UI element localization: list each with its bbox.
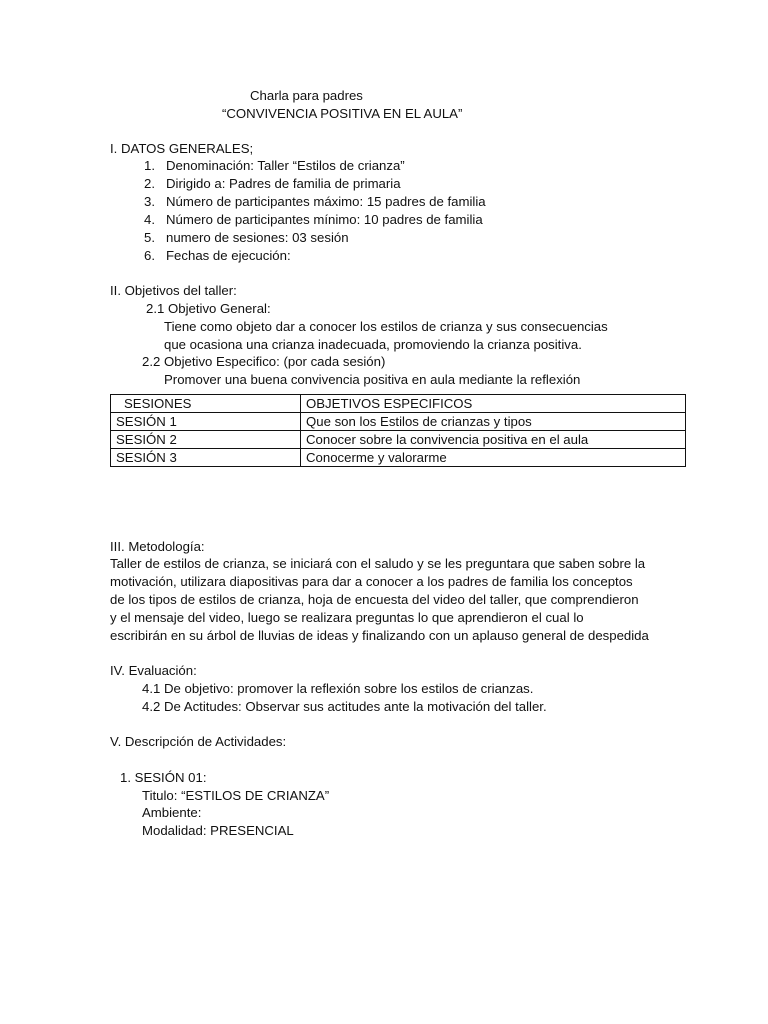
section-5-heading: V. Descripción de Actividades: <box>110 734 287 749</box>
evaluation-item: 4.1 De objetivo: promover la reflexión sobre los estilos de crianzas. <box>142 681 534 696</box>
list-item <box>144 211 483 229</box>
list-item-text: Dirigido a: Padres de familia de primaria <box>166 176 401 191</box>
list-item <box>144 157 405 175</box>
list-item-number: 3. <box>144 194 155 209</box>
general-objective-heading: 2.1 Objetivo General: <box>146 301 271 316</box>
section-3-heading: III. Metodología: <box>110 539 205 554</box>
section-4-heading: IV. Evaluación: <box>110 663 197 678</box>
list-item-text: Número de participantes máximo: 15 padres de familia <box>166 194 486 209</box>
methodology-line: Taller de estilos de crianza, se iniciará con el saludo y se les preguntara que saben sobre la <box>110 556 646 571</box>
methodology-line: motivación, utilizara diapositivas para dar a conocer a los padres de familia los conceptos <box>110 574 633 589</box>
table-cell: Que son los Estilos de crianzas y tipos <box>301 413 686 431</box>
session-detail: Titulo: “ESTILOS DE CRIANZA” <box>142 788 330 803</box>
list-item <box>144 247 291 265</box>
list-item-number: 6. <box>144 248 155 263</box>
general-objective-line: que ocasiona una crianza inadecuada, promoviendo la crianza positiva. <box>164 337 582 352</box>
table-cell: Conocer sobre la convivencia positiva en el aula <box>301 431 686 449</box>
section-2-heading: II. Objetivos del taller: <box>110 283 237 298</box>
list-item <box>144 229 349 247</box>
list-item <box>144 193 486 211</box>
table-row <box>111 449 686 467</box>
table-header-cell: SESIONES <box>111 395 301 413</box>
table-cell: SESIÓN 1 <box>111 413 301 431</box>
list-item-number: 1. <box>144 158 155 173</box>
sessions-table <box>110 394 686 467</box>
list-item <box>144 175 401 193</box>
list-item-number: 2. <box>144 176 155 191</box>
table-cell: SESIÓN 3 <box>111 449 301 467</box>
section-1-heading: I. DATOS GENERALES; <box>110 141 254 156</box>
table-row <box>111 431 686 449</box>
general-objective-line: Tiene como objeto dar a conocer los estilos de crianza y sus consecuencias <box>164 319 608 334</box>
list-item-text: Fechas de ejecución: <box>166 248 291 263</box>
title-line-2: “CONVIVENCIA POSITIVA EN EL AULA” <box>222 106 463 121</box>
methodology-line: de los tipos de estilos de crianza, hoja de encuesta del video del taller, que comprendieron <box>110 592 639 607</box>
session-01-heading: 1. SESIÓN 01: <box>120 770 207 785</box>
list-item-number: 4. <box>144 212 155 227</box>
specific-objective-line: Promover una buena convivencia positiva en aula mediante la reflexión <box>164 372 581 387</box>
list-item-text: Número de participantes mínimo: 10 padres de familia <box>166 212 483 227</box>
title-line-1: Charla para padres <box>250 88 363 103</box>
table-row <box>111 413 686 431</box>
list-item-number: 5. <box>144 230 155 245</box>
methodology-line: y el mensaje del video, luego se realizara preguntas lo que aprendieron el cual lo <box>110 610 584 625</box>
table-cell: Conocerme y valorarme <box>301 449 686 467</box>
evaluation-item: 4.2 De Actitudes: Observar sus actitudes ante la motivación del taller. <box>142 699 547 714</box>
table-header-row <box>111 395 686 413</box>
session-detail: Modalidad: PRESENCIAL <box>142 823 294 838</box>
session-detail: Ambiente: <box>142 805 202 820</box>
list-item-text: Denominación: Taller “Estilos de crianza” <box>166 158 405 173</box>
table-cell: SESIÓN 2 <box>111 431 301 449</box>
methodology-line: escribirán en su árbol de lluvias de ideas y finalizando con un aplauso general de despedida <box>110 628 649 643</box>
specific-objective-heading: 2.2 Objetivo Especifico: (por cada sesión) <box>142 354 386 369</box>
table-header-cell: OBJETIVOS ESPECIFICOS <box>301 395 686 413</box>
list-item-text: numero de sesiones: 03 sesión <box>166 230 349 245</box>
